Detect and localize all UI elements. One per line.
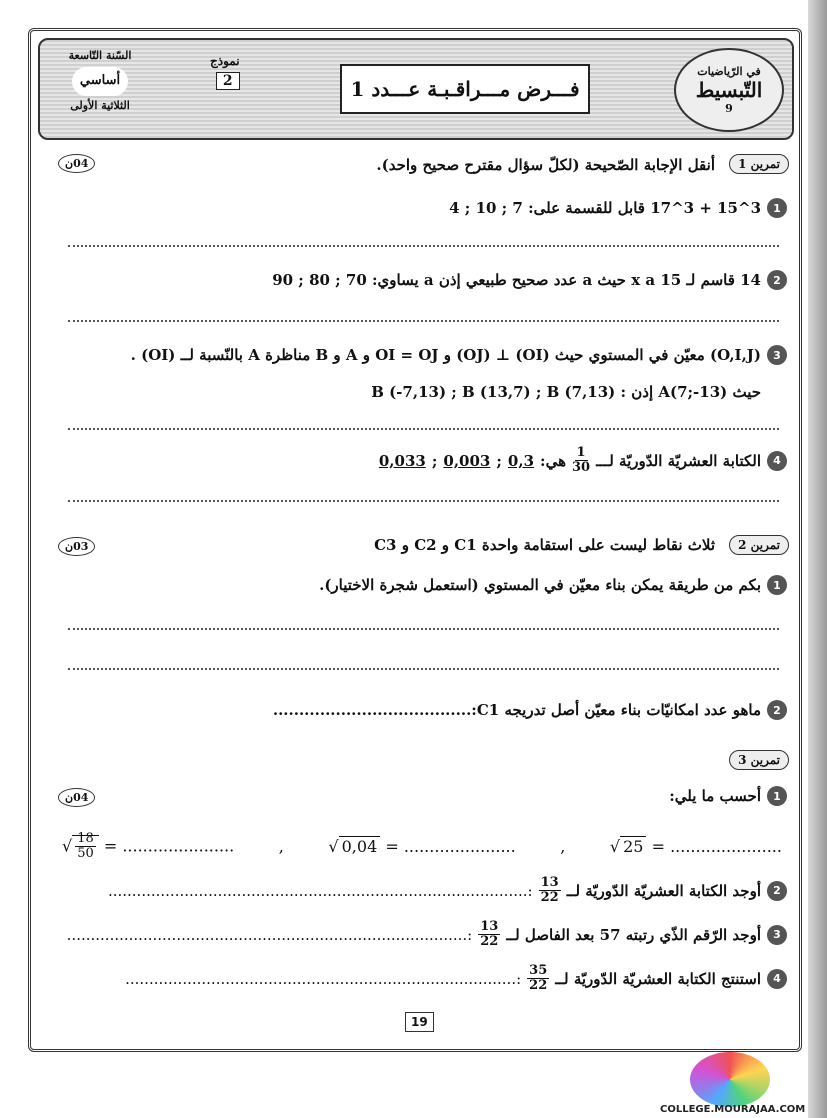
ex2-q2 — [273, 700, 787, 720]
expr-b[interactable]: √ 0,04 = ...................... — [328, 837, 516, 857]
model-number: 2 — [216, 72, 240, 90]
denominator: 50 — [77, 846, 94, 862]
page-number: 19 — [405, 1012, 434, 1032]
book-logo — [674, 48, 784, 132]
ex1-q3-line2: حيث A(7;-13) إذن : B (-7,13) ; B (13,7) ; B (7,13) — [371, 383, 761, 401]
arrow-bullet-icon: 4 — [767, 451, 787, 471]
ex1-q3-line1: (O,I,J) معيّن في المستوي حيث (OI) ⊥ (OJ) و OI = OJ و A و B مناظرة A بالنّسبة لــ (OI) . — [130, 346, 761, 364]
exercise-1-instruction: أنقل الإجابة الصّحيحة (لكلّ سؤال مقترح صحيح واحد). — [376, 156, 715, 174]
ex1-q1 — [449, 198, 787, 218]
answer-line[interactable] — [68, 668, 779, 670]
level-type: أساسي — [72, 67, 128, 96]
exercise-2-badge: تمرين 2 — [729, 535, 789, 555]
fraction — [527, 964, 549, 994]
page-title: فـــرض مـــراقـبـة عـــدد 1 — [340, 64, 590, 114]
fraction — [572, 446, 590, 476]
ex3-q4-text: استنتج الكتابة العشريّة الدّوريّة لــ — [555, 969, 761, 988]
radicand: 25 — [620, 836, 646, 856]
ex1-q4: 4 الكتابة العشريّة الدّوريّة لـــ $\frac{1}{30}$ هي: 0,3 ; 0,003 ; 0,033 — [379, 446, 787, 476]
fill-blank: = ...................... — [103, 836, 235, 856]
numerator: 18 — [77, 831, 94, 846]
option-3: 0,033 — [378, 451, 426, 470]
header-banner — [38, 38, 794, 140]
sqrt-expressions — [62, 832, 782, 862]
numerator: 35 — [529, 963, 548, 978]
arrow-bullet-icon: 2 — [767, 700, 787, 720]
ex2-q1-text: بكم من طريقة يمكن بناء معيّن في المستوي (استعمل شجرة الاختيار). — [319, 576, 761, 594]
expr-c[interactable]: √ 25 = ...................... — [609, 837, 782, 857]
fill-blank[interactable]: :.................................................................................... — [66, 925, 473, 944]
separator: , — [560, 837, 566, 857]
fraction — [539, 876, 561, 906]
expr-a[interactable]: √ $\frac{18}{50}$ = ...................... — [62, 831, 235, 862]
ex1-q3 — [131, 345, 787, 365]
option-2: 0,003 — [443, 451, 491, 470]
radicand: 0,04 — [339, 836, 381, 856]
answer-line[interactable] — [68, 628, 779, 630]
answer-line[interactable] — [68, 320, 779, 322]
ex1-q1-text: 3^15 + 3^17 قابل للقسمة على: 7 ; 10 ; 4 — [449, 199, 761, 217]
model-block — [210, 54, 240, 90]
fill-blank[interactable]: :.................................................................................. — [125, 969, 522, 988]
trimester: الثلاثية الأولى — [70, 98, 130, 112]
logo-number: 9 — [725, 102, 733, 115]
arrow-bullet-icon: 1 — [767, 786, 787, 806]
arrow-bullet-icon: 3 — [767, 925, 787, 945]
ex3-q3-text: أوجد الرّقم الذّي رتبته 57 بعد الفاصل لــ — [506, 925, 761, 944]
exercise-2-instruction: ثلاث نقاط ليست على استقامة واحدة C1 و C2 و C3 — [374, 536, 715, 554]
arrow-bullet-icon: 4 — [767, 969, 787, 989]
denominator: 30 — [571, 460, 591, 476]
arrow-bullet-icon: 1 — [767, 198, 787, 218]
denominator: 22 — [540, 890, 559, 906]
denominator: 22 — [529, 978, 548, 994]
arrow-bullet-icon: 2 — [767, 881, 787, 901]
ex1-q4-text: الكتابة العشريّة الدّوريّة لـــ — [596, 451, 761, 470]
answer-line[interactable] — [68, 500, 779, 502]
scan-shadow — [808, 0, 827, 1118]
site-watermark: COLLEGE.MOURAJAA.COM — [660, 1104, 806, 1115]
exercise-1-points: 04ن — [58, 154, 95, 173]
fraction — [478, 920, 500, 950]
denominator: 22 — [480, 934, 499, 950]
fill-blank[interactable]: :........................................................................................ — [107, 881, 533, 900]
ex3-q2 — [108, 876, 787, 906]
ex2-q1 — [319, 575, 787, 595]
ex2-q2-text[interactable]: ماهو عدد امكانيّات بناء معيّن أصل تدريجه C1:...................................... — [272, 701, 761, 719]
answer-line[interactable] — [68, 428, 779, 430]
level-block — [50, 46, 150, 116]
fill-blank: = ...................... — [385, 837, 516, 857]
numerator: 13 — [540, 875, 559, 890]
separator: , — [278, 837, 284, 857]
fill-blank: = ...................... — [651, 837, 782, 857]
logo-subtitle: في الرّياضيات — [697, 65, 761, 78]
numerator: 13 — [480, 919, 499, 934]
ex3-q1 — [669, 786, 787, 806]
site-logo-icon — [690, 1052, 770, 1107]
answer-line[interactable] — [68, 245, 779, 247]
exercise-2-points: 03ن — [58, 537, 95, 556]
exercise-3-badge: تمرين 3 — [729, 750, 789, 770]
ex3-q2-text: أوجد الكتابة العشريّة الدّوريّة لــ — [566, 881, 761, 900]
ex1-q4-text-after: هي: — [540, 451, 566, 470]
option-1: 0,3 — [507, 451, 535, 470]
logo-title: التّبسيط — [695, 78, 763, 102]
ex3-q1-text: أحسب ما يلي: — [669, 787, 761, 805]
ex3-q3 — [67, 920, 787, 950]
model-label: نموذج — [210, 54, 240, 68]
numerator: 1 — [576, 445, 586, 460]
arrow-bullet-icon: 3 — [767, 345, 787, 365]
level-year: السّنة التّاسعة — [68, 49, 132, 62]
arrow-bullet-icon: 2 — [767, 270, 787, 290]
exercise-3-points: 04ن — [58, 788, 95, 807]
arrow-bullet-icon: 1 — [767, 575, 787, 595]
ex3-q4 — [125, 964, 787, 994]
ex1-q2-text: 14 قاسم لـ 15 x a حيث a عدد صحيح طبيعي إذن a يساوي: 70 ; 80 ; 90 — [272, 271, 761, 289]
ex1-q2 — [272, 270, 787, 290]
exercise-1-badge: تمرين 1 — [729, 154, 789, 174]
